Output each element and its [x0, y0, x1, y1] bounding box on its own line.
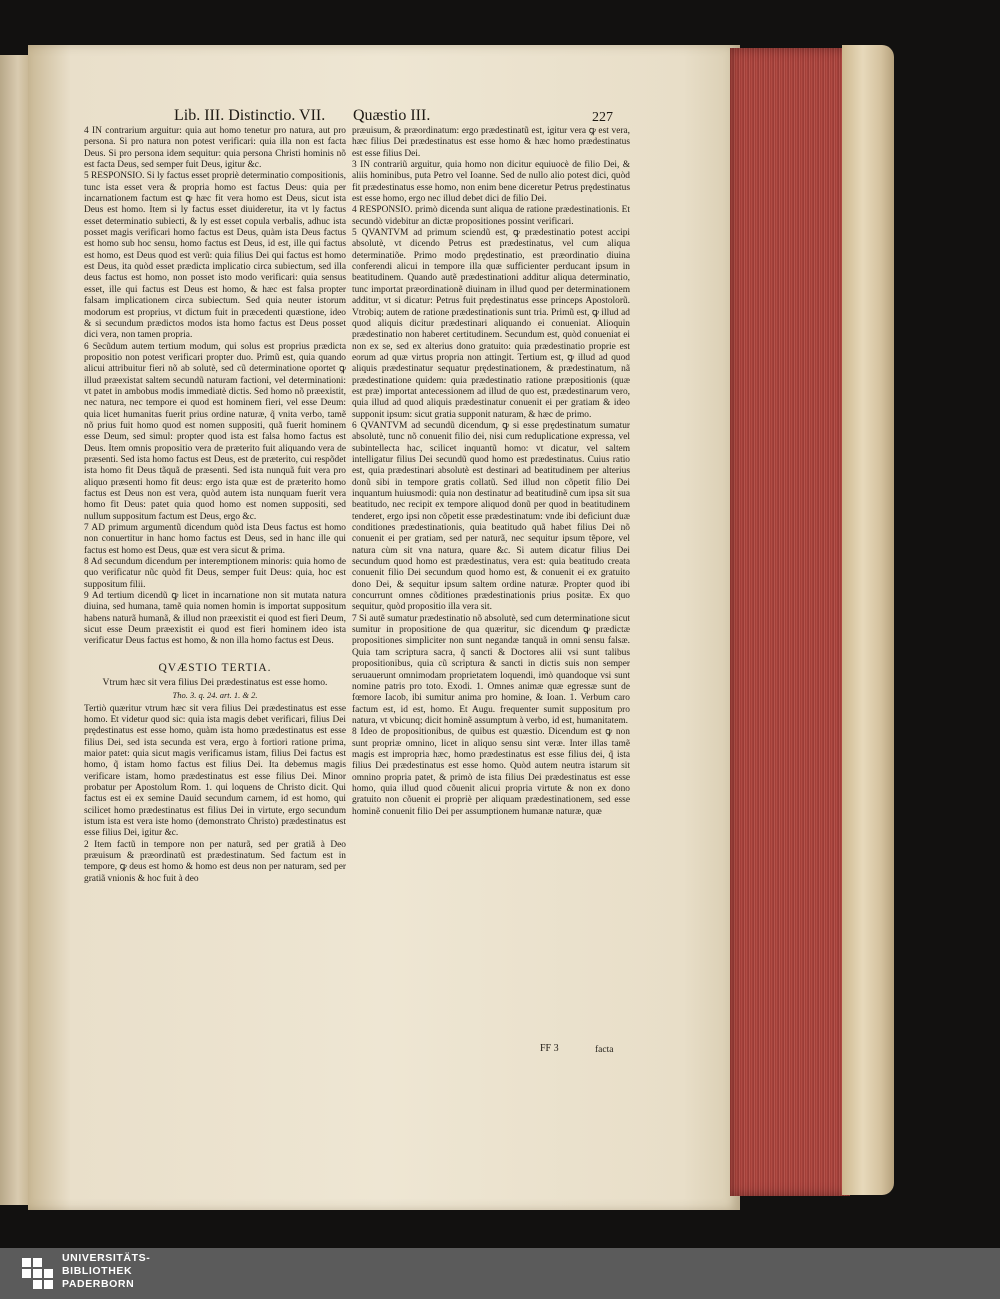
paragraph: 6 QVANTVM ad secundũ dicendum, ꝙ si esse prędestinatum sumatur absolutè, tunc nõ conuenit filio dei, nisi cum reduplicatione expressa, vel subintellecta hac, scilicet inquantũ homo: vt dicatur, vel saltem intelligatur filius Dei secundũ quod homo est prædestinatus. Cuius ratio est, quia prædestinari absolutè est destinari ad beatitudinem per alterius donũ sibi in tempore gratis collatũ. Sed illud non cõpetit filio Dei inquantum huiusmodi: quia non destinatur ad beatitudinẽ cum ipsa sit sua beatitudo, nec recipit ex tempore aliquod donũ per quod in beatitudinem tenderet, ergo ipsi non cõpetit esse prædestinatum: vnde ibi deficiunt duæ conditiones prædestinationis, quia beatitudo quã habet filius Dei nõ conuenit ei per gratiam, sed per naturã, nec sequitur ipsum tẽpore, vel natura cùm sit vna natura, quare &c. Si autem dicatur filius Dei secundum quod homo est prædestinatus, vera est: quia beatitudo creata conuenit filio Dei secundum quod homo est, & conuenit ei ex gratuito dono Dei, & sequitur ipsum saltem ordine naturæ. Propter quod ibi concurrunt omnes cõditiones prædestinationis prius positæ. Ex quo sequitur, quòd propositio illa vera sit. [352, 420, 630, 613]
paragraph: 8 Ideo de propositionibus, de quibus est quæstio. Dicendum est ꝙ non sunt propriæ omnino, licet in aliquo sensu sint veræ. Inter illas tamẽ magis est impropria hæc, homo prædestinatus est esse filius dei, q̃ ista filius Dei prædestinatus est esse homo. Quòd autem neutra istarum sit omnino propria patet, & primò de ista filius Dei prædestinatus est esse homo, quia illud quod cõuenit alicui propria virtute & non ex dono gratuito non cõuenit ei propriè per aliquam prædestinationem, sed esse hominẽ conuenit filio Dei per assumptionem humanæ naturæ, quæ [352, 727, 630, 817]
paragraph: Tertiò quæritur vtrum hæc sit vera filius Dei prædestinatus est esse homo. Et videtur quod sic: quia ista magis debet verificari, filius Dei prędestinatus est esse homo, quàm ista homo prædestinatus est esse filius Dei, sed ista secunda est vera, ergo à fortiori ratione prima, maior patet: quia sicut magis verificamus istam, filius Dei factus est homo, q̃ istam homo factus est filius Dei. Ita debemus magis verificare istam, homo prædestinatus est esse filius Dei. Minor probatur per Apostolum Rom. 1. qui loquens de Christo dicit. Qui factus est ei ex semine Dauid secundum carnem, id est homo, qui scilicet homo prædestinatus est filius Dei in virtute, ergo secundum istum ista est vera iste homo (demonstrato Christo) prædestinatus est esse filius Dei, igitur &c. [84, 703, 346, 839]
paragraph: 2 Item factũ in tempore non per naturã, sed per gratiã à Deo præuisum & præordinatũ est prædestinatum. Sed factum est in tempore, ꝙ deus est homo & homo est deus non per naturam, sed per gratiã vnionis & hoc fuit à deo [84, 839, 346, 884]
paragraph: 7 Si autẽ sumatur prædestinatio nõ absolutè, sed cum determinatione sicut sumitur in propositione de qua quæritur, sic dicendum ꝙ prædictæ propositiones simpliciter non sunt negandæ tanquã in omni sensu falsæ. Quia tam scriptura sacra, q̃ sancti & Doctores alii vsi sunt talibus propositionibus, quia cũ scriptura & sancti in dictis suis non semper seruauerunt omnimodam proprietatem loquendi, imò quandoque vsi sunt nomine patris pro toto. Exodi. 1. Omnes animæ quæ egressæ sunt de fœmore Iacob, ibi sumitur anima pro homine, & Ioan. 1. Verbum caro factum est, id est, homo. Et Augu. frequenter sumit suppositum pro natura, vt vbicunq; dicit hominẽ assumptum à verbo, id est, humanitatem. [352, 613, 630, 726]
paragraph: 4 RESPONSIO. primò dicenda sunt aliqua de ratione prædestinationis. Et secundò videbitur an dictæ propositiones possint verificari. [352, 205, 630, 227]
paragraph: 9 Ad tertium dicendũ ꝙ licet in incarnatione non sit mutata natura diuina, sed humana, tamẽ quia nomen homin is importat suppositum habens naturã humanã, & illud non præexistit ei quod est fieri Deum, sicut esse Deum præexistit ei quod est fieri hominem ideo ista verificatur Deus factus est homo, & non illa homo factus est Deus. [84, 591, 346, 647]
running-head-left: Lib. III. Distinctio. VII. [174, 107, 326, 124]
paragraph: 7 AD primum argumentũ dicendum quòd ista Deus factus est homo non conuertitur in hanc homo factus est Deus, sed in hanc ille qui factus est homo est Deus, quæ est vera sicut & prima. [84, 523, 346, 556]
library-name-line: PADERBORN [62, 1278, 135, 1290]
library-footer-bar [0, 1248, 1000, 1299]
library-name-line: UNIVERSITÄTS- [62, 1252, 151, 1264]
question-title: QVÆSTIO TERTIA. [158, 661, 272, 674]
library-logo-icon [20, 1256, 56, 1292]
paragraph: 6 Secũdum autem tertium modum, qui solus est proprius prædicta propositio non potest verificari propter duo. Primũ est, quia quando alicui attribuitur fieri nõ ab solutè, sed cũ determinatione oportet ꝙ illud præexistat saltem secundũ naturam factioni, vel determinationi: vt patet in ambobus modis immediatè dictis. Sed homo nõ præexistit, nec natura, nec tempore ei quod est hominem fieri, vel esse Deum: quia licet humanitas fuerit prius ordine naturæ, q̃ vnita verbo, tamẽ nõ prius fuit homo quod est nomen suppositi, quã fuerit hominem esse Deum, sed simul: propter quod ista est falsa homo factus est Deus. Item omnis propositio vera de præterito fuit aliquando vera de præsenti. Sed ista homo factus est Deus, est de præterito, cui respõdet ista homo fit Deus tãquã de præsenti. Sed ista nunquã fuit vera pro aliquo præsenti homo fit deus: ergo ista quæ est de præterito homo factus est Deus non est vera, quòd autem ista nunquam fuerit vera homo fit Deus: patet quia quod homo est nomen suppositi, sed nullum suppositum factum est Deus, ergo &c. [84, 341, 346, 522]
folio-number: 227 [592, 110, 613, 125]
paragraph: 3 IN contrariũ arguitur, quia homo non dicitur equiuocè de filio Dei, & aliis hominibus, puta Petro vel Ioanne. Sed de nullo alio potest dici, quòd fit prædestinatus esse homo, non enim bene diceretur Petrus prędestinatus est esse homo, ergo nec illud debet dici de filio Dei. [352, 160, 630, 205]
catchword: facta [595, 1045, 614, 1055]
library-name [62, 1252, 150, 1291]
paragraph: præuisum, & præordinatum: ergo prædestinatũ est, igitur vera ꝙ est vera, hæc filius Dei prædestinatus est esse homo & hæc homo prædestinatus est esse filius Dei. [352, 126, 630, 159]
right-text-column [352, 126, 630, 818]
paragraph: 4 IN contrarium arguitur: quia aut homo tenetur pro natura, aut pro persona. Si pro natura non potest verificari: quia illa non est facta Deus. Si pro persona idem sequitur: quia persona Christi hominis nõ est facta Deus, sed semper fuit Deus, igitur &c. [84, 126, 346, 171]
paragraph: 5 QVANTVM ad primum sciendũ est, ꝙ prædestinatio potest accipi absolutè, vt dicendo Petrus est prædestinatus, vel cum aliqua determinatiõe. Primo modo prędestinatio, est præordinatio diuina conferendi alicui in tempore illa quæ sufficienter perducant ipsum in beatitudinem. Quando autẽ prædestinationi additur aliqua determinatio, tunc importat præordinationẽ diuinam in illud quod per determinationem additur, vt si dicatur: Petrus fuit prędestinatus esse princeps Apostolorũ. Vtrobiq; autem de ratione prædestinationis sunt tria. Primũ est, ꝙ illud ad quod aliquis dicitur prædestinari aliquando ei conueniat. Alioquin prædestinatio non haberet certitudinem. Secundum est, quòd conueniat ei non ex se, sed ex alterius dono gratuito: quia prædestinatio proprie est eorum ad quæ virtus propria non attingit. Tertium est, ꝙ illud ad quod aliquis prædestinatur sequatur prędestinationem, & prædestinatum, nã prædestinatione quidem: quia prædestinatio ratione præpositionis (quæ est præ) importat antecessionem ad illud de quo est, prædestinarum vero, quia illud ad quod aliquis prædestinatur conuenit ei per gratiam & ideo supponit ipsum: sicut gratia supponit naturam, & hæc de primo. [352, 228, 630, 420]
paragraph: 5 RESPONSIO. Si ly factus esset propriè determinatio compositionis, tunc ista esset vera & propria homo est factus Deus: quia per incarnationem factum est ꝙ hæc fit vera homo est Deus, sicut ista Deus est homo. Item si ly factus esset diuideretur, ita vt ly factus esset determinatio subiecti, & ly est esset copula verbalis, adhuc ista posset magis verificari homo factus est Deus, quàm ista Deus factus est homo sub hoc sensu, homo factus est Deus, id est, ille qui factus est homo, est Deus quod est verũ: quia filius Dei qui factus est homo est Deus, ita quòd esset prædicta implicatio circa subiectum, sed illa deus factus est homo, non posset isto modo verificari: quia sensus esset, ille qui factus est Deus est homo, & hæc est falsa propter falsam implicationem circa subiectum. Sed quia neuter istorum modorum est proprius, vt dictum fuit in præcedenti quæstione, ideo & si secundum prædictos modos ista homo factus est Deus posset dici vera, non tamen propria. [84, 171, 346, 341]
facing-page-edge [0, 55, 31, 1205]
signature-mark: FF 3 [540, 1043, 559, 1054]
question-reference: Tho. 3. q. 24. art. 1. & 2. [172, 690, 258, 701]
paragraph: 8 Ad secundum dicendum per interemptionem minoris: quia homo de quo verificatur nũc quòd fit Deus, semper fuit Deus: quia, hoc est suppositum filii. [84, 557, 346, 590]
book-cover-board [842, 45, 894, 1195]
library-name-line: BIBLIOTHEK [62, 1265, 133, 1277]
red-page-edges [730, 48, 850, 1196]
left-text-column [84, 126, 346, 885]
question-subtitle: Vtrum hæc sit vera filius Dei prædestinatus est esse homo. [102, 676, 328, 688]
running-head-right: Quæstio III. [353, 107, 431, 124]
